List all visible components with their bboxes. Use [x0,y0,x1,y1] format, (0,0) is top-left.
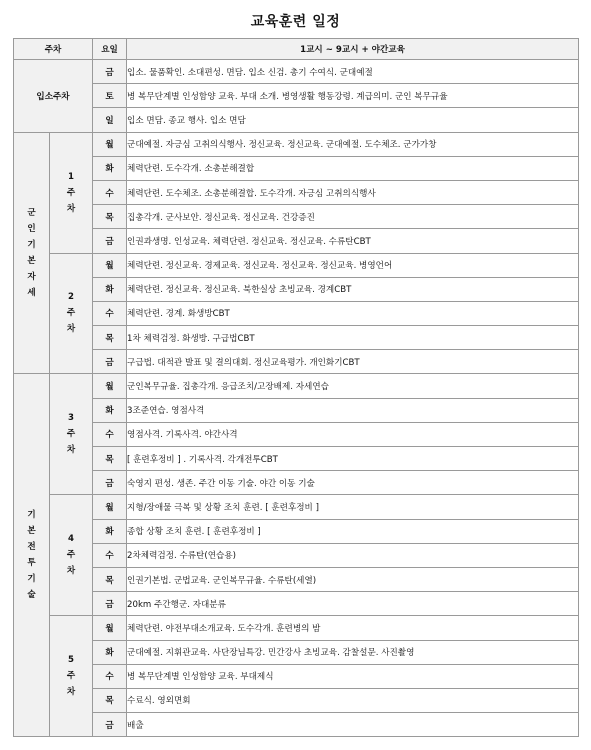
schedule-content-cell: 입소 면담. 종교 행사. 입소 면담 [127,108,579,132]
schedule-content-cell: 체력단련. 도수체조. 소총분해결합. 도수각개. 자긍심 고취의식행사 [127,180,579,204]
table-row [14,84,579,108]
table-row [14,495,579,519]
schedule-content-cell: 군인복무규율. 집총각개. 응급조치/고장배제. 자세연습 [127,374,579,398]
schedule-content-cell: 집총각개. 군사보안. 정신교육. 정신교육. 건강증진 [127,205,579,229]
table-row [14,471,579,495]
table-row [14,156,579,180]
table-row [14,422,579,446]
table-row [14,447,579,471]
table-row [14,301,579,325]
table-row [14,616,579,640]
day-cell: 금 [93,60,127,84]
day-cell: 목 [93,447,127,471]
week-2-cell-label: 2주차 [66,292,76,335]
table-row [14,60,579,84]
table-row [14,108,579,132]
schedule-content-cell: 병 복무단계별 인성함양 교육. 부대제식 [127,664,579,688]
schedule-content-cell: 군대예절. 지휘관교육. 사단장님특강. 민간강사 초빙교육. 감찰설문. 사진촬영 [127,640,579,664]
table-row [14,640,579,664]
day-cell: 월 [93,616,127,640]
day-cell: 수 [93,301,127,325]
intake-group-cell-label: 입소주차 [36,91,70,102]
day-cell: 목 [93,326,127,350]
day-cell: 목 [93,688,127,712]
schedule-content-cell: 체력단련. 경계. 화생방CBT [127,301,579,325]
schedule-content-cell: 체력단련. 야전부대소개교육. 도수각개. 훈련병의 밤 [127,616,579,640]
week-4-cell [50,495,93,616]
day-cell: 금 [93,713,127,737]
day-cell: 목 [93,205,127,229]
header-content: 1교시 ~ 9교시 + 야간교육 [127,39,579,60]
table-row [14,713,579,737]
schedule-content-cell: 지형/장애물 극복 및 상황 조치 훈련. [ 훈련후정비 ] [127,495,579,519]
schedule-content-cell: 입소. 물품확인. 소대편성. 면담. 입소 신검. 총기 수여식. 군대예절 [127,60,579,84]
day-cell: 화 [93,398,127,422]
basic-posture-group-cell-label: 군인기본자세 [27,208,36,298]
table-row [14,398,579,422]
schedule-content-cell: [ 훈련후정비 ] . 기록사격. 각개전투CBT [127,447,579,471]
day-cell: 금 [93,592,127,616]
day-cell: 월 [93,495,127,519]
table-row [14,519,579,543]
schedule-content-cell: 인권기본법. 군법교육. 군인복무규율. 수류탄(세열) [127,567,579,591]
schedule-content-cell: 숙영지 편성. 생존. 주간 이동 기술. 야간 이동 기술 [127,471,579,495]
page-title: 교육훈련 일정 [250,14,341,30]
table-row [14,326,579,350]
day-cell: 일 [93,108,127,132]
day-cell: 금 [93,471,127,495]
schedule-content-cell: 영점사격. 기록사격. 야간사격 [127,422,579,446]
schedule-content-cell: 구급법. 대적관 발표 및 결의대회. 정신교육평가. 개인화기CBT [127,350,579,374]
week-2-cell [50,253,93,374]
header-day: 요일 [93,39,127,60]
schedule-table [13,38,579,737]
day-cell: 수 [93,422,127,446]
schedule-content-cell: 1차 체력검정. 화생방. 구급법CBT [127,326,579,350]
day-cell: 화 [93,277,127,301]
day-cell: 토 [93,84,127,108]
header-week: 주차 [14,39,93,60]
day-cell: 월 [93,374,127,398]
day-cell: 금 [93,229,127,253]
schedule-content-cell: 체력단련. 정신교육. 정신교육. 북한실상 초빙교육. 경계CBT [127,277,579,301]
table-row [14,374,579,398]
header-row [14,39,579,60]
day-cell: 수 [93,664,127,688]
week-4-cell-label: 4주차 [66,534,76,577]
schedule-body [14,60,579,737]
schedule-content-cell: 수료식. 영외면회 [127,688,579,712]
day-cell: 월 [93,253,127,277]
day-cell: 화 [93,519,127,543]
day-cell: 화 [93,156,127,180]
schedule-content-cell: 군대예절. 자긍심 고취의식행사. 정신교육. 정신교육. 군대예절. 도수체조. 군가가창 [127,132,579,156]
table-row [14,350,579,374]
schedule-content-cell: 3조준연습. 영점사격 [127,398,579,422]
day-cell: 금 [93,350,127,374]
week-1-cell [50,132,93,253]
week-5-cell-label: 5주차 [66,655,76,698]
schedule-content-cell: 20km 주간행군. 자대분류 [127,592,579,616]
schedule-content-cell: 체력단련. 도수각개. 소총분해결합 [127,156,579,180]
day-cell: 월 [93,132,127,156]
table-row [14,688,579,712]
schedule-content-cell: 2차체력검정. 수류탄(연습용) [127,543,579,567]
table-row [14,205,579,229]
week-5-cell [50,616,93,737]
table-row [14,277,579,301]
day-cell: 목 [93,567,127,591]
table-row [14,180,579,204]
basic-combat-group-cell [14,374,50,737]
schedule-content-cell: 종합 상황 조치 훈련. [ 훈련후정비 ] [127,519,579,543]
week-3-cell-label: 3주차 [66,413,76,456]
day-cell: 수 [93,543,127,567]
schedule-content-cell: 체력단련. 정신교육. 경제교육. 정신교육. 정신교육. 정신교육. 병영언어 [127,253,579,277]
table-row [14,253,579,277]
intake-group-cell [14,60,93,133]
schedule-content-cell: 병 복무단계별 인성함양 교육. 부대 소개. 병영생활 행동강령. 계급의미. 군인 복무규율 [127,84,579,108]
basic-combat-group-cell-label: 기본전투기술 [27,510,36,601]
day-cell: 화 [93,640,127,664]
table-row [14,592,579,616]
schedule-content-cell: 인권과생명. 인성교육. 체력단련. 정신교육. 정신교육. 수류탄CBT [127,229,579,253]
week-3-cell [50,374,93,495]
table-row [14,567,579,591]
day-cell: 수 [93,180,127,204]
table-row [14,132,579,156]
week-1-cell-label: 1주차 [66,171,76,214]
table-row [14,664,579,688]
table-row [14,543,579,567]
basic-posture-group-cell [14,132,50,374]
schedule-content-cell: 배출 [127,713,579,737]
table-row [14,229,579,253]
